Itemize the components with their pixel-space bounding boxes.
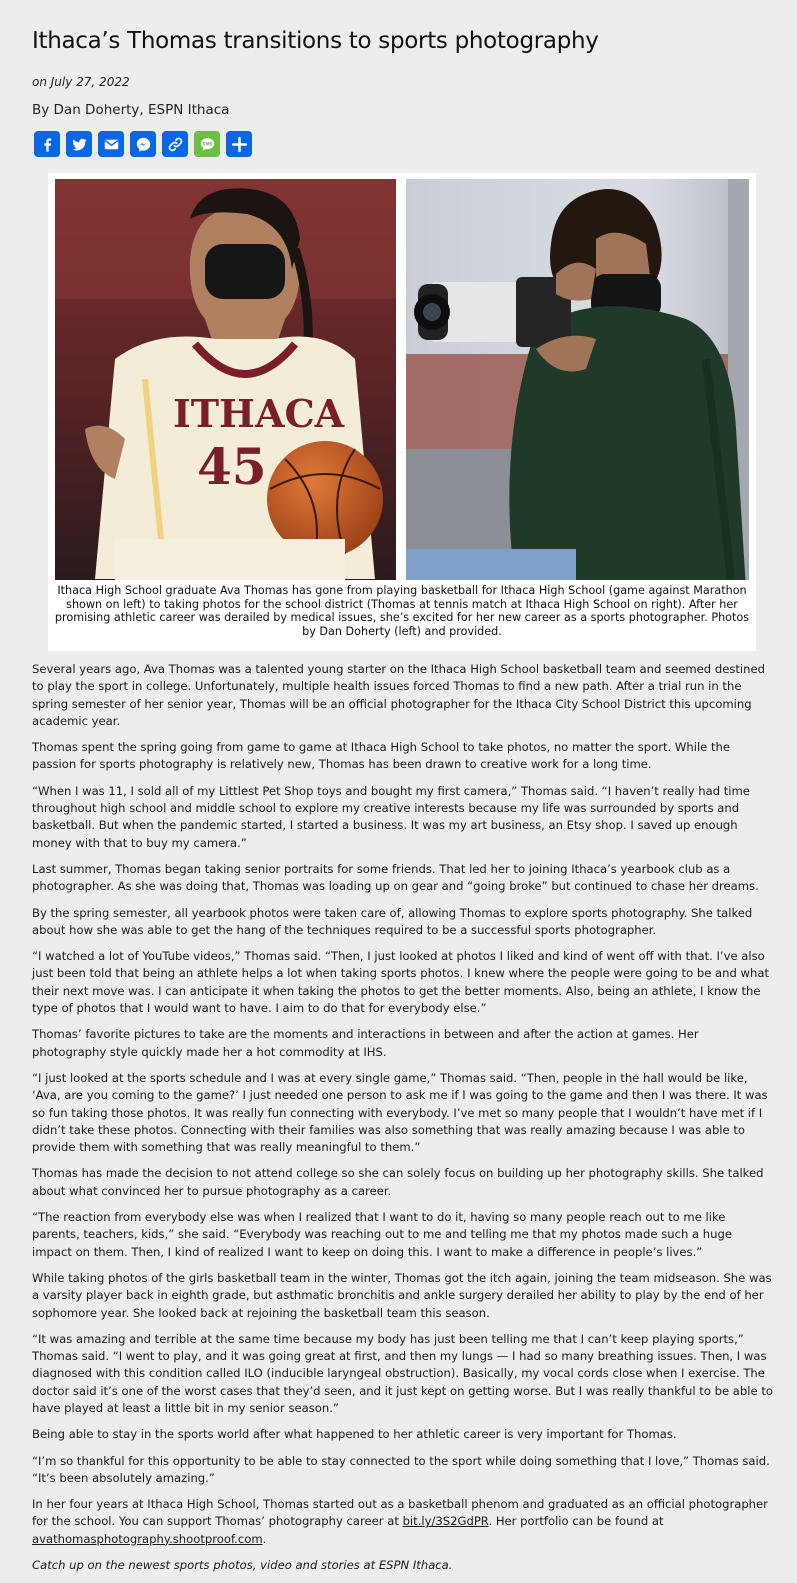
byline: By Dan Doherty, ESPN Ithaca [32,102,230,118]
plus-icon [230,135,249,154]
sms-label: SMS [201,140,213,146]
closing-text: In her four years at Ithaca High School, Thomas started out as a basketball phenom and graduated as an official photographer for the school. You can support Thomas’ photography career at [32,1497,768,1529]
portfolio-link[interactable]: avathomasphotography.shootproof.com [32,1531,263,1546]
paragraph: Thomas has made the decision to not attend college so she can solely focus on building up her photography skills. She talked about what convinced her to pursue photography as a career. [32,1166,764,1198]
paragraph: While taking photos of the girls basketball team in the winter, Thomas got the itch again, joining the team midseason. She was a varsity player back in eighth grade, but asthmatic bronchitis and ankle surgery derailed her ability to play by the end of her sophomore year. She looked back at rejoining the basketball team this season. [32,1270,772,1320]
more-share-button[interactable] [226,131,252,157]
paragraph: By the spring semester, all yearbook photos were taken care of, allowing Thomas to explore sports photography. She talked about how she was able to get the hang of the techniques required to be a successful sports photographer. [32,905,753,937]
paragraph: Last summer, Thomas began taking senior portraits for some friends. That led her to joining Ithaca’s yearbook club as a photographer. As she was doing that, Thomas was loading up on gear and “going broke” but continued to chase her dreams. [32,861,759,894]
paragraph: Being able to stay in the sports world after what happened to her athletic career is very important for Thomas. [32,1427,677,1442]
figure-caption: Ithaca High School graduate Ava Thomas has gone from playing basketball for Ithaca High School (game against Marathon shown on left) to taking photos for the school district (Thomas at tennis match at Ithaca High School on right). After her promising athletic career was derailed by medical issues, she’s excited for her new career as a sports photographer. Photos by Dan Doherty (left) and provided. [54,584,750,638]
article-title: Ithaca’s Thomas transitions to sports photography [32,28,599,54]
copy-link-share-button[interactable] [162,131,188,157]
paragraph: “I just looked at the sports schedule and I was at every single game,” Thomas said. “Then, people in the hall would be like, ‘Ava, are you coming to the game?’ I just needed one person to ask me if I was going to the game and then I was there. It was so fun taking those photos. It was really fun connecting with everybody. I’ve met so many people that I wouldn’t have met if I didn’t take these photos. Connecting with their families was also something that was really amazing because I was able to provide them with something that was really meaningful to them.” [32,1070,768,1155]
facebook-share-button[interactable] [34,131,60,157]
closing-paragraph [32,1496,774,1548]
facebook-icon [38,135,57,154]
messenger-share-button[interactable] [130,131,156,157]
closing-text: . Her portfolio can be found at [488,1514,664,1529]
credit-line: Catch up on the newest sports photos, video and stories at ESPN Ithaca. [32,1558,453,1573]
paragraph: “The reaction from everybody else was when I realized that I want to do it, having so many people reach out to me like parents, teachers, kids,” she said. “Everybody was reaching out to me and telling me that my photos made such a huge impact on them. Then, I kind of realized I want to keep on doing this. I want to make a difference in people’s lives.” [32,1210,732,1259]
paragraph: “I watched a lot of YouTube videos,” Thomas said. “Then, I just looked at photos I liked and kind of went off with that. I’ve also just been told that being an athlete helps a lot when taking sports photos. I knew where the people were going to be and what their next move was. I can anticipate it when taking the photos to get the better moments. Also, being an athlete, I know the type of photos that I would want to have. I aim to do that for everybody else.” [32,949,770,1016]
photographer-photo [406,179,749,580]
closing-text: . [262,1531,267,1546]
paragraph: Several years ago, Ava Thomas was a talented young starter on the Ithaca High School basketball team and seemed destined to play the sport in college. Unfortunately, multiple health issues forced Thomas to find a new path. After a trial run in the spring semester of her senior year, Thomas will be an official photographer for the Ithaca City School District this upcoming academic year. [32,662,765,728]
article-body [32,661,774,1583]
article-figure [48,173,756,651]
copy-link-icon [166,135,185,154]
basketball-game-photo [55,179,396,580]
email-share-button[interactable] [98,131,124,157]
sms-share-button[interactable] [194,131,220,157]
jersey-number: 45 [197,437,267,496]
twitter-share-button[interactable] [66,131,92,157]
sms-icon [198,135,217,154]
paragraph: Thomas’ favorite pictures to take are the moments and interactions in between and after the action at games. Her photography style quickly made her a hot commodity at IHS. [32,1027,699,1059]
paragraph: “When I was 11, I sold all of my Littlest Pet Shop toys and bought my first camera,” Thomas said. “I haven’t really had time throughout high school and middle school to explore my creative interests because my life was surrounded by sports and basketball. But when the pandemic started, I started a business. It was my art business, an Etsy shop. I saved up enough money with that to buy my camera.” [32,783,750,850]
paragraph: “I’m so thankful for this opportunity to be able to stay connected to the sport while doing something that I love,” Thomas said. “It’s been absolutely amazing.” [32,1453,770,1485]
jersey-text: ITHACA [173,391,345,436]
paragraph: “It was amazing and terrible at the same time because my body has just been telling me that I can’t keep playing sports,” Thomas said. “I went to play, and it was going great at first, and then my lungs — I had so many breathing issues. Then, I was diagnosed with this condition called ILO (inducible laryngeal obstruction). Basically, my vocal cords close when I exercise. The doctor said it’s one of the worst cases that they’d seen, and it just kept on getting worse. But I was really thankful to be able to have played at least a little bit in my senior season.” [32,1331,773,1415]
messenger-icon [134,135,153,154]
share-toolbar [34,131,252,157]
publish-date: on July 27, 2022 [32,75,130,89]
support-link[interactable]: bit.ly/3S2GdPR [402,1514,489,1529]
twitter-icon [70,135,89,154]
paragraph: Thomas spent the spring going from game to game at Ithaca High School to take photos, no matter the sport. While the passion for sports photography is relatively new, Thomas has been drawn to creative work for a long time. [32,740,731,772]
email-icon [102,135,121,154]
